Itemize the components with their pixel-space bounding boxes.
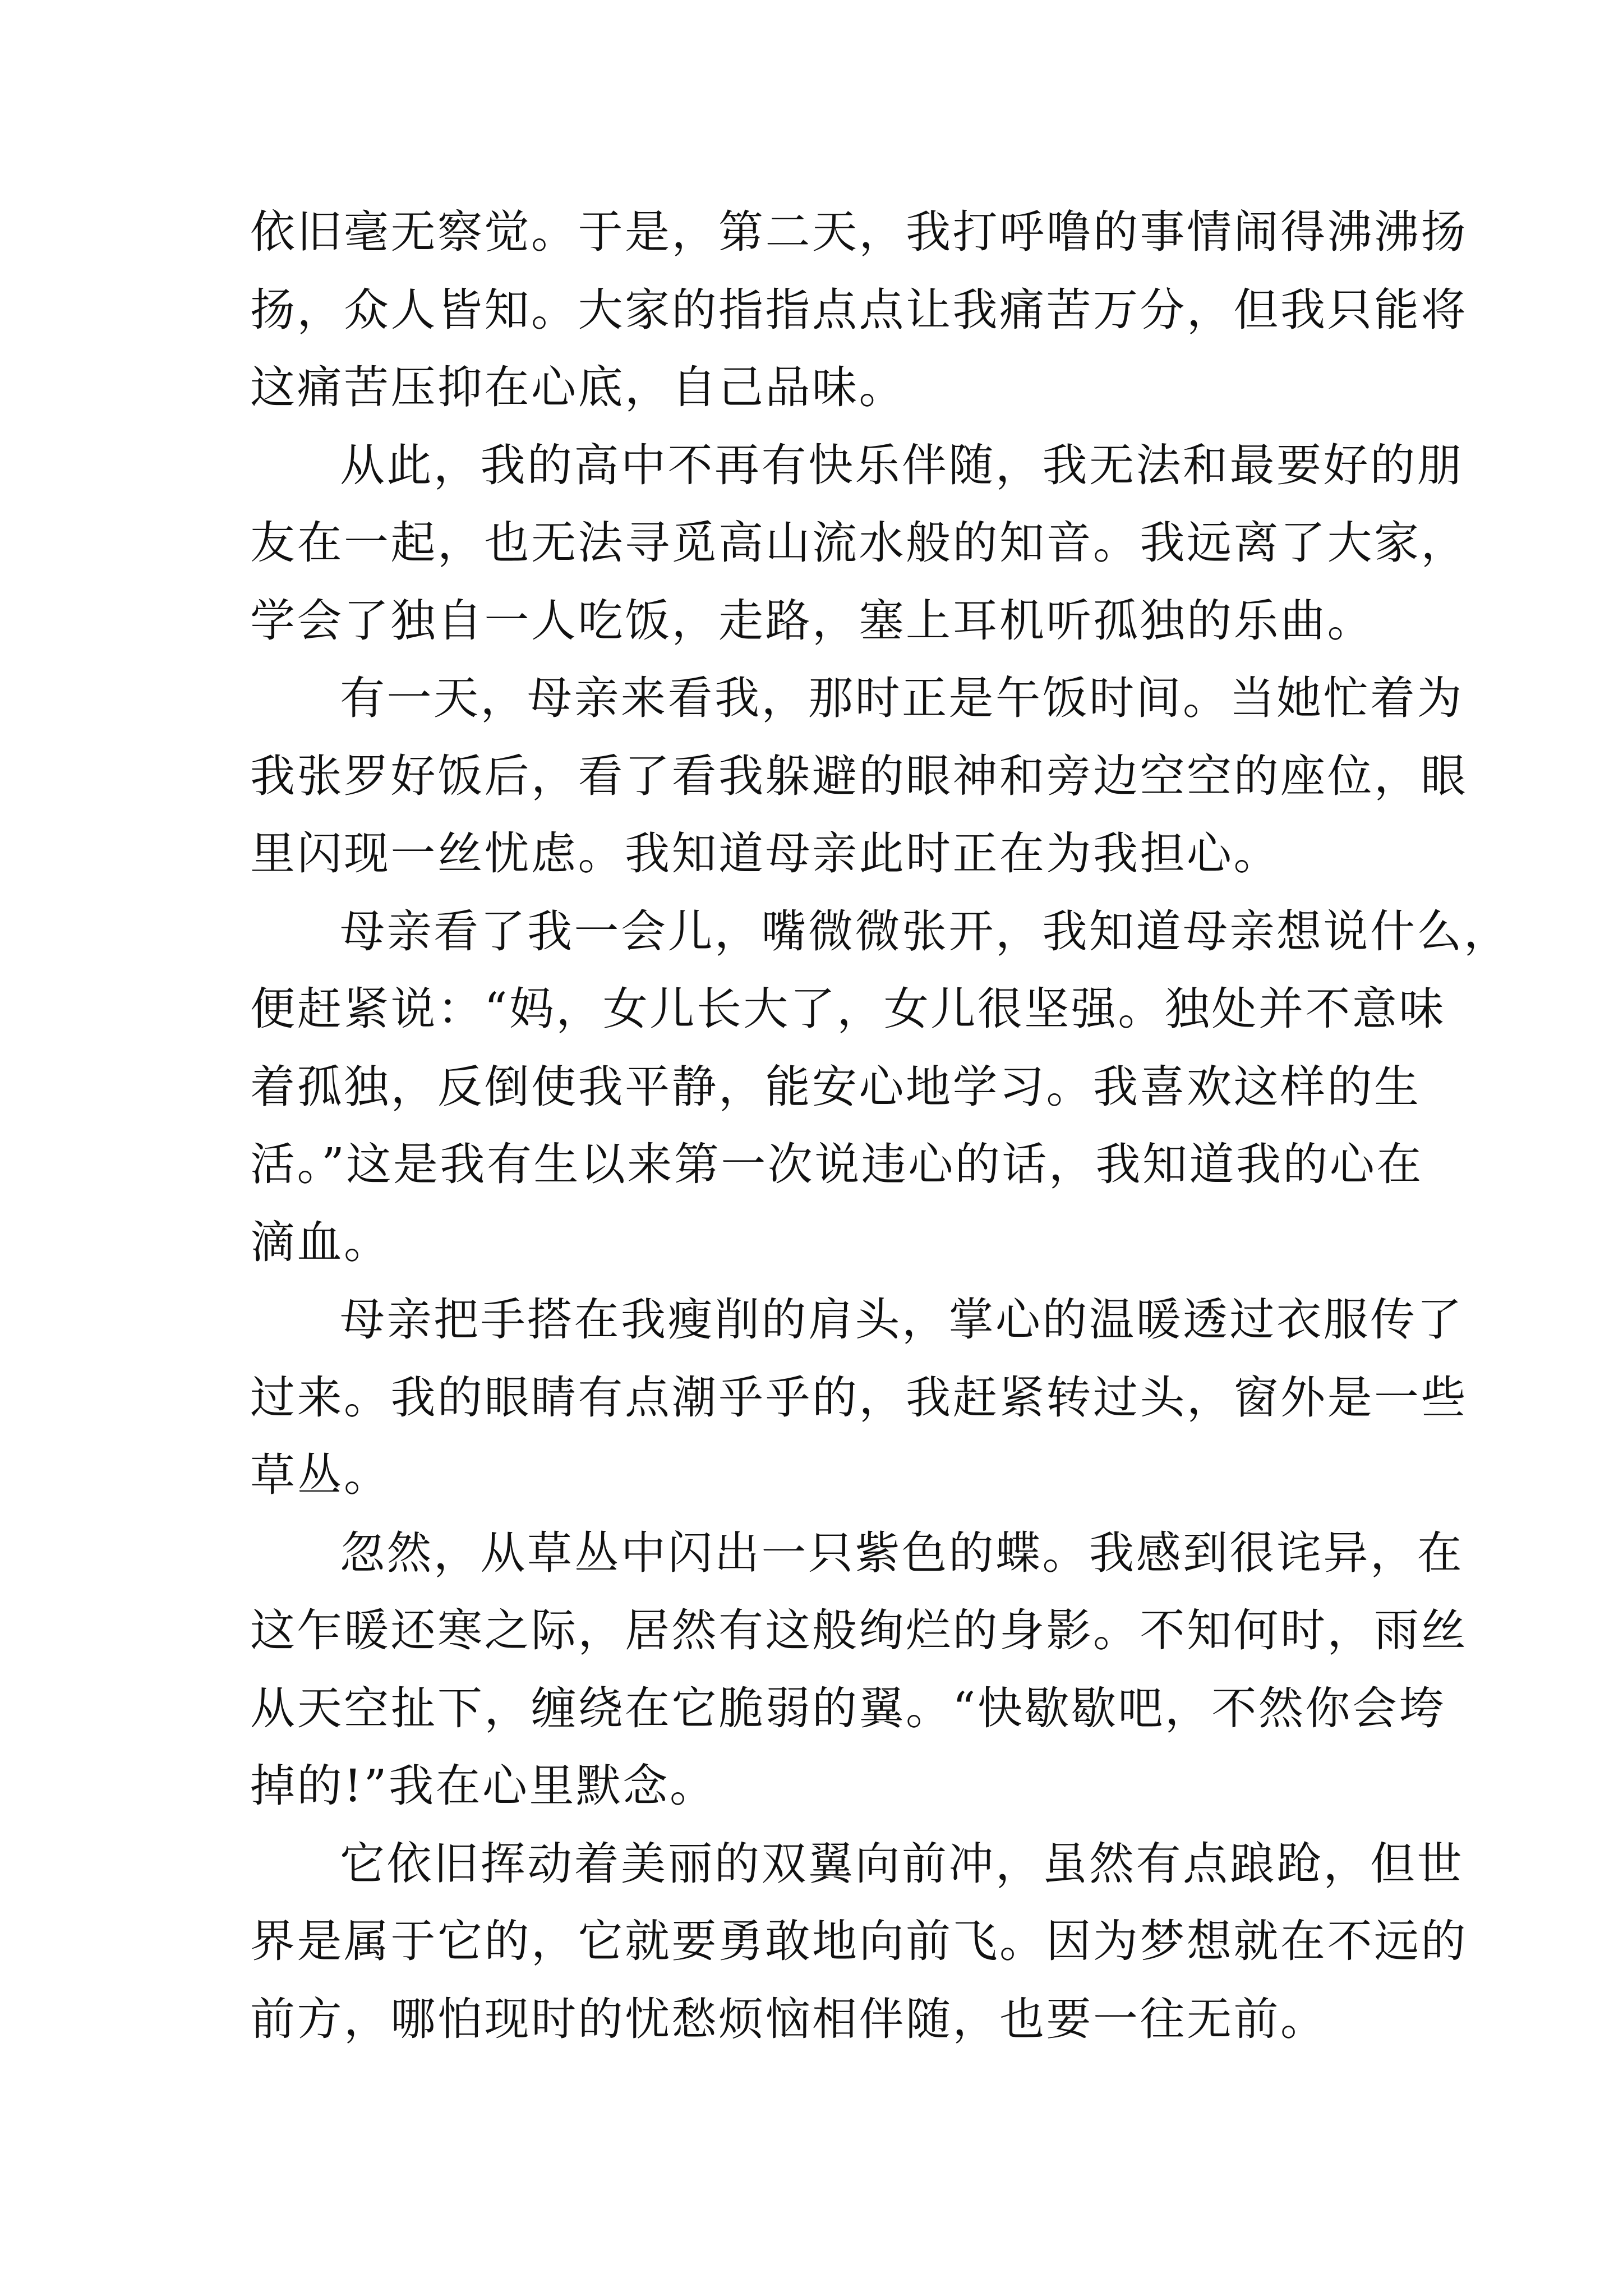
text-line: 便赶紧说：“妈，女儿长大了，女儿很坚强。独处并不意味 xyxy=(250,983,1446,1035)
text-line: 这乍暖还寒之际，居然有这般绚烂的身影。不知何时，雨丝 xyxy=(250,1604,1468,1657)
text-line: 我张罗好饭后，看了看我躲避的眼神和旁边空空的座位，眼 xyxy=(250,749,1468,802)
text-line: 母亲把手搭在我瘦削的肩头，掌心的温暖透过衣服传了 xyxy=(340,1294,1464,1346)
text-line: 从此，我的高中不再有快乐伴随，我无法和最要好的朋 xyxy=(340,439,1464,491)
text-line: 着孤独，反倒使我平静，能安心地学习。我喜欢这样的生 xyxy=(250,1060,1421,1113)
text-line: 友在一起，也无法寻觅高山流水般的知音。我远离了大家， xyxy=(250,517,1468,569)
text-line: 草丛。 xyxy=(250,1449,391,1501)
text-line: 掉的!”我在心里默念。 xyxy=(250,1760,717,1812)
text-line: 过来。我的眼睛有点潮乎乎的，我赶紧转过头，窗外是一些 xyxy=(250,1371,1468,1424)
text-line: 滴血。 xyxy=(250,1216,391,1268)
document-page xyxy=(250,194,1511,2058)
text-line: 活。”这是我有生以来第一次说违心的话，我知道我的心在 xyxy=(250,1138,1423,1190)
text-line: 它依旧挥动着美丽的双翼向前冲，虽然有点踉跄，但世 xyxy=(340,1837,1464,1890)
text-line: 界是属于它的，它就要勇敢地向前飞。因为梦想就在不远的 xyxy=(250,1915,1468,1967)
text-line: 有一天，母亲来看我，那时正是午饭时间。当她忙着为 xyxy=(340,672,1464,724)
text-line: 依旧毫无察觉。于是，第二天，我打呼噜的事情闹得沸沸扬 xyxy=(250,206,1468,258)
text-line: 扬，众人皆知。大家的指指点点让我痛苦万分，但我只能将 xyxy=(250,283,1468,336)
text-line: 母亲看了我一会儿，嘴微微张开，我知道母亲想说什么， xyxy=(340,905,1511,958)
text-line: 这痛苦压抑在心底，自己品味。 xyxy=(250,361,906,413)
text-line: 从天空扯下，缠绕在它脆弱的翼。“快歇歇吧，不然你会垮 xyxy=(250,1682,1446,1734)
text-line: 里闪现一丝忧虑。我知道母亲此时正在为我担心。 xyxy=(250,827,1280,880)
text-line: 前方，哪怕现时的忧愁烦恼相伴随，也要一往无前。 xyxy=(250,1993,1327,2045)
text-line: 忽然，从草丛中闪出一只紫色的蝶。我感到很诧异，在 xyxy=(340,1526,1464,1579)
text-line: 学会了独自一人吃饭，走路，塞上耳机听孤独的乐曲。 xyxy=(250,594,1374,647)
